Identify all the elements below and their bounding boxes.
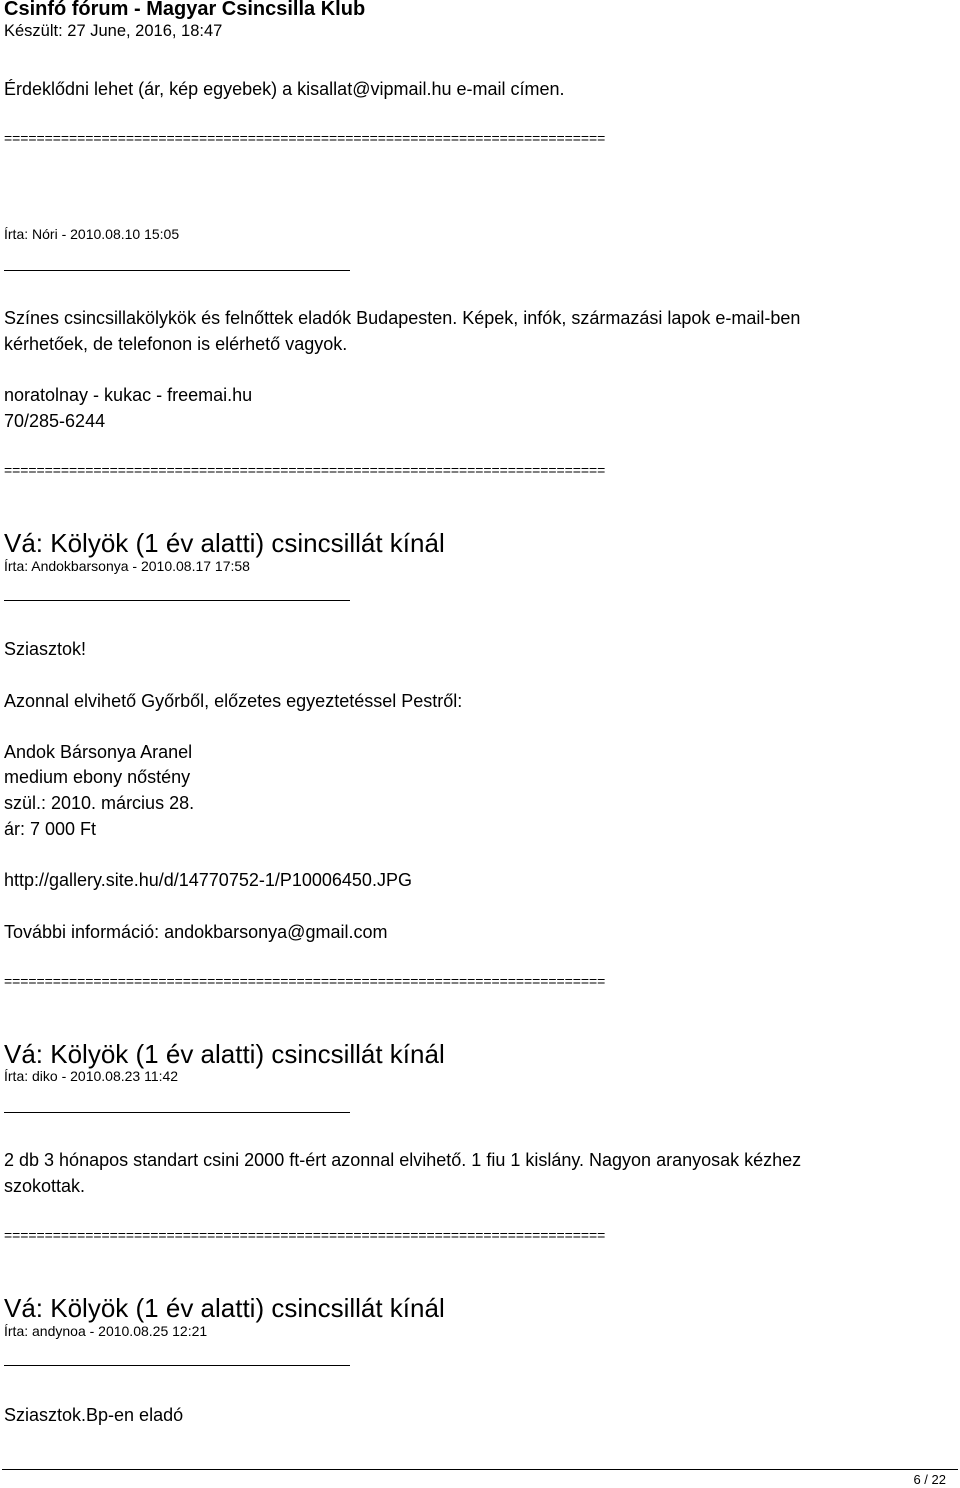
post-text-line: noratolnay - kukac - freemai.hu: [4, 385, 253, 405]
post-separator: ==========================================================================: [4, 130, 606, 146]
post-divider: [4, 600, 350, 601]
post-meta: Írta: diko - 2010.08.23 11:42: [4, 1068, 179, 1084]
post-title: Vá: Kölyök (1 év alatti) csincsillát kínál: [4, 1039, 445, 1069]
post-title: Vá: Kölyök (1 év alatti) csincsillát kínál: [4, 528, 445, 558]
post-divider: [4, 1112, 350, 1113]
page-number: 6 / 22: [913, 1472, 946, 1487]
post-text-line: 70/285-6244: [4, 411, 106, 431]
post-separator: ==========================================================================: [4, 462, 606, 478]
generated-date: Készült: 27 June, 2016, 18:47: [4, 22, 223, 40]
post-separator: ==========================================================================: [4, 973, 606, 989]
post-text-line: Andok Bársonya Aranel: [4, 742, 193, 762]
post-text-line: szül.: 2010. március 28.: [4, 793, 195, 813]
post-link[interactable]: http://gallery.site.hu/d/14770752-1/P10006450.JPG: [4, 870, 412, 890]
post-text-line: szokottak.: [4, 1176, 86, 1196]
post-text-line: Azonnal elvihető Győrből, előzetes egyeztetéssel Pestről:: [4, 691, 463, 711]
post-text-line: Sziasztok.Bp-en eladó: [4, 1405, 184, 1425]
post-divider: [4, 1365, 350, 1366]
post-divider: [4, 270, 350, 271]
post-meta: Írta: Andokbarsonya - 2010.08.17 17:58: [4, 558, 250, 574]
forum-title: Csinfó fórum - Magyar Csincsilla Klub: [4, 0, 366, 20]
post-meta: Írta: Nóri - 2010.08.10 15:05: [4, 226, 180, 242]
post-title: Vá: Kölyök (1 év alatti) csincsillát kínál: [4, 1293, 445, 1323]
post-text-line: 2 db 3 hónapos standart csini 2000 ft-ért azonnal elvihető. 1 fiu 1 kislány. Nagyon aranyosak kézhez: [4, 1150, 802, 1170]
post-text-line: Színes csincsillakölykök és felnőttek eladók Budapesten. Képek, infók, származási lapok e-mail-ben: [4, 308, 801, 328]
post-text-line: További információ: andokbarsonya@gmail.com: [4, 922, 388, 942]
footer-divider: [2, 1469, 958, 1470]
post-text-line: kérhetőek, de telefonon is elérhető vagyok.: [4, 334, 348, 354]
post-text-line: Sziasztok!: [4, 639, 87, 659]
post-text-line: medium ebony nőstény: [4, 767, 191, 787]
post-meta: Írta: andynoa - 2010.08.25 12:21: [4, 1323, 208, 1339]
post-text-line: Érdeklődni lehet (ár, kép egyebek) a kisallat@vipmail.hu e-mail címen.: [4, 79, 565, 99]
post-separator: ==========================================================================: [4, 1227, 606, 1243]
post-text-line: ár: 7 000 Ft: [4, 819, 97, 839]
